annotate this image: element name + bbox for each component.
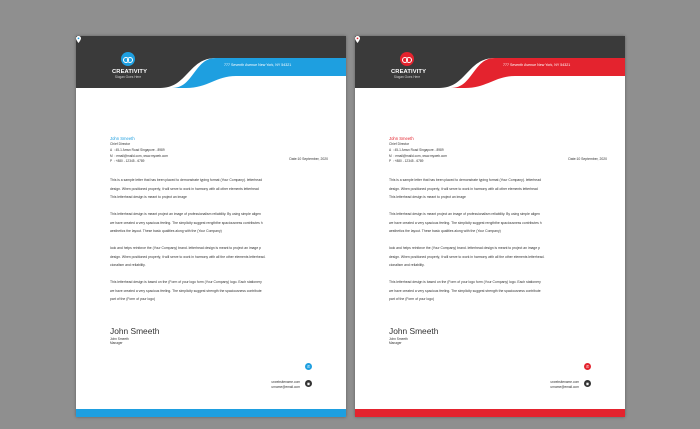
paragraph-line: look and helps reinforce the (Your Company) brand. letterhead design is meant to project an image p <box>110 246 262 250</box>
email-text: urname@email.com <box>271 385 300 389</box>
paragraph-line: design. When positioned properly, it will serve to work in harmony with all other elements letterhead <box>110 186 259 191</box>
footer-bar <box>355 409 625 417</box>
paragraph-line: we have created a very spacious feeling. The simplicity suggest rengththe spaciousness contributes h <box>110 220 263 225</box>
signature-line: John Smeeth <box>110 337 129 341</box>
contact-value: : +880 - 12345 - 6789 <box>392 159 424 164</box>
signature-name: John Smeeth <box>389 326 439 336</box>
paragraph-line: This is a sample letter that has been placed to demonstrate typing format (Your Company). letterhead <box>389 178 541 182</box>
paragraph-line: design. When positioned properly, it will serve to work in harmony with all other elements letterhead <box>389 186 538 191</box>
paragraph-line: aesthetics the layout. These basic qualities along with the (Your Company) <box>389 229 501 233</box>
contact-value: : +880 - 12345 - 6789 <box>113 159 145 164</box>
paragraph <box>389 278 601 304</box>
logo-icon <box>121 52 135 66</box>
paragraph-line: look and helps reinforce the (Your Company) brand. letterhead design is meant to project an image p <box>389 246 541 250</box>
contact-label: P <box>389 159 392 164</box>
contact-address <box>110 148 324 152</box>
contact-label: A <box>389 147 391 152</box>
phone-icon: ✆ <box>585 363 590 369</box>
website-text: urwebsitename.com <box>271 380 300 384</box>
brand-slogan: Slogan Goes Here <box>393 75 421 79</box>
paragraph-line: we have created a very spacious feeling. The simplicity suggest strength the spaciousness contribute <box>110 288 262 293</box>
signature-name: John Smeeth <box>110 326 160 336</box>
paragraph-line: This letterhead design is meant to project an image <box>389 195 466 199</box>
brand-slogan: Slogan Goes Here <box>114 75 142 79</box>
logo <box>112 52 148 79</box>
signature-role: Manager <box>389 341 402 345</box>
paragraph-line: This letterhead design is meant project an image of professionalism reliability. By using simple aligen <box>389 212 540 216</box>
logo <box>391 52 427 79</box>
paragraph-line: This is a sample letter that has been placed to demonstrate typing format (Your Company). letterhead <box>110 178 262 182</box>
contact-address <box>389 148 603 152</box>
website-text: urwebsitename.com <box>550 380 579 384</box>
sender-title: Chief Director <box>110 142 131 146</box>
location-pin-icon <box>355 36 360 43</box>
paragraph-line: part of the (Form of your logo) <box>110 297 156 301</box>
contact-value: : email@maild.com, www.myweb.com <box>114 153 168 158</box>
paragraph <box>389 244 601 270</box>
contact-value: : email@maild.com, www.myweb.com <box>393 153 447 158</box>
header-address: 777 Seventh Avenue New York, NY 54321 <box>503 63 571 67</box>
globe-icon: ◉ <box>585 380 590 386</box>
contact-label: M <box>389 153 392 158</box>
contact-label: P <box>110 159 113 164</box>
header-address: 777 Seventh Avenue New York, NY 54321 <box>224 63 292 67</box>
email-text: urname@email.com <box>550 385 579 389</box>
paragraph <box>110 210 322 236</box>
paragraph <box>110 278 322 304</box>
paragraph-line: part of the (Form of your logo) <box>389 297 435 301</box>
phone-icon: ✆ <box>306 363 311 369</box>
paragraph <box>110 244 322 270</box>
letterhead-blue <box>76 36 346 417</box>
sender-title: Chief Director <box>389 142 410 146</box>
paragraph-line: design. When positioned properly, it will serve to work in harmony with all the other elements letterhead. <box>389 254 545 259</box>
globe-icon: ◉ <box>306 380 311 386</box>
logo-icon <box>400 52 414 66</box>
paragraph-line: cionalism and reliability. <box>110 263 146 267</box>
location-pin-icon <box>76 36 81 43</box>
paragraph-line: we have created a very spacious feeling. The simplicity suggest rengththe spaciousness contributes h <box>389 220 542 225</box>
sender-name: John Smeeth <box>389 136 414 141</box>
contact-label: M <box>110 153 113 158</box>
paragraph-line: This letterhead design is meant project an image of professionalism reliability. By using simple aligen <box>110 212 261 216</box>
brand-name: CREATIVITY <box>391 69 427 75</box>
paragraph-line: This letterhead design is based on the (Form of your logo form (Your Company) logo. Each stationery <box>389 280 541 284</box>
paragraph-line: cionalism and reliability. <box>389 263 425 267</box>
letter-date: Date:10 September, 2020 <box>289 157 328 161</box>
paragraph-line: This letterhead design is based on the (Form of your logo form (Your Company) logo. Each stationery <box>110 280 262 284</box>
paragraph-line: design. When positioned properly, it will serve to work in harmony with all the other elements letterhead. <box>110 254 266 259</box>
header-band <box>76 36 346 88</box>
paragraph <box>389 210 601 236</box>
paragraph-line: we have created a very spacious feeling. The simplicity suggest strength the spaciousness contribute <box>389 288 541 293</box>
footer-bar <box>76 409 346 417</box>
paragraph-line: This letterhead design is meant to project an image <box>110 195 187 199</box>
contact-value: : 45-1 Amsn Road Singapore - 8989 <box>392 147 444 152</box>
header-band <box>355 36 625 88</box>
letterhead-red <box>355 36 625 417</box>
paragraph-line: aesthetics the layout. These basic qualities along with the (Your Company) <box>110 229 222 233</box>
paragraph <box>110 176 322 202</box>
brand-name: CREATIVITY <box>112 69 148 75</box>
sender-name: John Smeeth <box>110 136 135 141</box>
contact-label: A <box>110 147 112 152</box>
letter-date: Date:10 September, 2020 <box>568 157 607 161</box>
contact-value: : 45-1 Amsn Road Singapore - 8989 <box>113 147 165 152</box>
signature-role: Manager <box>110 341 123 345</box>
paragraph <box>389 176 601 202</box>
signature-line: John Smeeth <box>389 337 408 341</box>
